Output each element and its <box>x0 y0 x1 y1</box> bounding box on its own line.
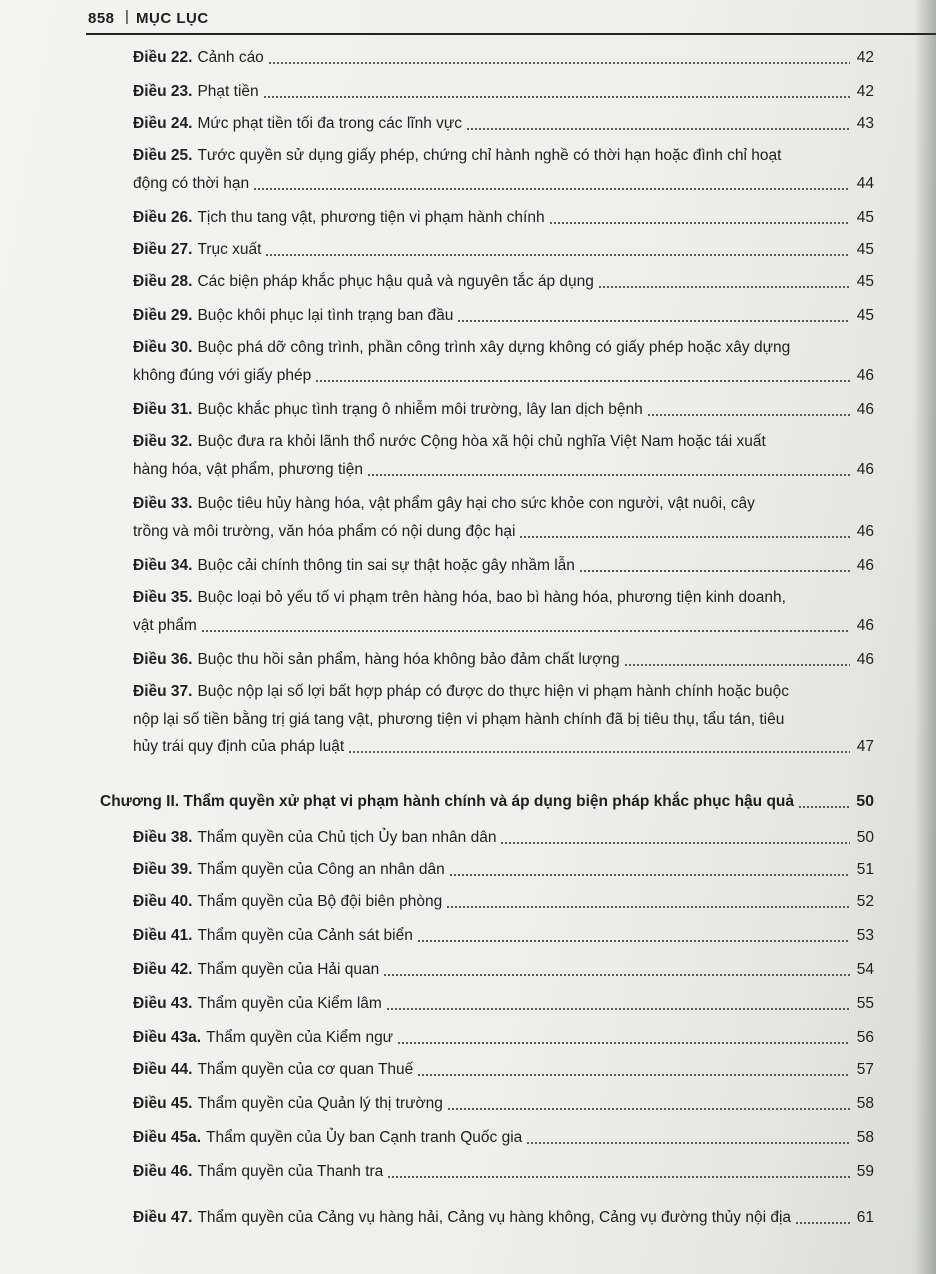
entry-title: Thẩm quyền của Kiểm lâm <box>197 995 382 1012</box>
entry-title: Thẩm quyền của Công an nhân dân <box>197 861 445 878</box>
article-label: Điều 35. <box>133 589 193 606</box>
header-separator: | <box>125 8 130 25</box>
toc-entry-line <box>133 1028 874 1048</box>
dot-leader <box>387 1176 850 1178</box>
article-label: Điều 31. <box>133 401 193 418</box>
entry-title: Các biện pháp khắc phục hậu quả và nguyên tắc áp dụng <box>197 273 594 290</box>
toc-entry-line <box>133 1094 874 1114</box>
toc-entry-line <box>133 400 874 420</box>
entry-title: Thẩm quyền của Bộ đội biên phòng <box>197 893 443 910</box>
page-ref: 53 <box>856 927 874 944</box>
page-ref: 42 <box>856 49 874 66</box>
page-ref: 46 <box>856 401 874 418</box>
toc-entry-line <box>133 146 781 166</box>
dot-leader <box>549 222 850 224</box>
page-ref: 52 <box>856 893 874 910</box>
entry-title: Thẩm quyền của Quản lý thị trường <box>197 1095 443 1112</box>
page-ref: 46 <box>856 557 874 574</box>
article-label: Điều 30. <box>133 339 193 356</box>
entry-title: Phạt tiền <box>197 83 259 100</box>
toc-entry-line <box>133 1060 874 1080</box>
dot-leader <box>598 286 850 288</box>
toc-entry-line <box>133 114 874 134</box>
page-ref: 55 <box>856 995 874 1012</box>
page-ref: 54 <box>856 961 874 978</box>
article-label: Điều 43. <box>133 995 193 1012</box>
page-title: MỤC LỤC <box>136 10 209 27</box>
page-ref: 46 <box>856 616 874 634</box>
toc-entry-line <box>133 588 786 608</box>
dot-leader <box>263 96 850 98</box>
article-label: Điều 46. <box>133 1163 193 1180</box>
page-ref: 42 <box>856 83 874 100</box>
toc-chapter-line <box>100 792 874 812</box>
dot-leader <box>417 940 850 942</box>
entry-title: Thẩm quyền của Thanh tra <box>197 1163 384 1180</box>
article-label: Điều 45a. <box>133 1129 202 1146</box>
dot-leader <box>417 1074 850 1076</box>
toc-entry-line <box>133 338 790 358</box>
toc-entry-line <box>133 710 784 730</box>
dot-leader <box>624 664 850 666</box>
page-ref: 45 <box>856 241 874 258</box>
page-ref: 57 <box>856 1061 874 1078</box>
toc-entry-line <box>133 926 874 946</box>
entry-title: Thẩm quyền của Chủ tịch Ủy ban nhân dân <box>197 829 497 846</box>
dot-leader <box>446 906 850 908</box>
entry-title: Buộc nộp lại số lợi bất hợp pháp có được do thực hiện vi phạm hành chính hoặc buộc <box>197 683 789 700</box>
article-label: Điều 42. <box>133 961 193 978</box>
article-label: Điều 36. <box>133 651 193 668</box>
entry-title: Buộc khắc phục tình trạng ô nhiễm môi trường, lây lan dịch bệnh <box>197 401 643 418</box>
toc-entry-line <box>133 208 874 228</box>
entry-title: vật phẩm <box>133 616 197 634</box>
entry-title: Chương II. Thẩm quyền xử phạt vi phạm hành chính và áp dụng biện pháp khắc phục hậu quả <box>100 793 794 810</box>
dot-leader <box>265 254 850 256</box>
dot-leader <box>449 874 850 876</box>
page-ref: 44 <box>856 174 874 192</box>
entry-title: Thẩm quyền của Cảng vụ hàng hải, Cảng vụ hàng không, Cảng vụ đường thủy nội địa <box>197 1209 792 1226</box>
entry-title: Buộc phá dỡ công trình, phần công trình xây dựng không có giấy phép hoặc xây dựng <box>197 339 791 356</box>
page-ref: 47 <box>856 738 874 755</box>
dot-leader <box>253 188 850 190</box>
dot-leader <box>798 806 850 808</box>
toc-entry-line <box>133 48 874 68</box>
entry-title: không đúng với giấy phép <box>133 366 312 384</box>
page-ref: 45 <box>856 307 874 324</box>
entry-title: Cảnh cáo <box>197 49 264 66</box>
article-label: Điều 28. <box>133 273 193 290</box>
entry-title: Thẩm quyền của cơ quan Thuế <box>197 1061 414 1078</box>
article-label: Điều 23. <box>133 83 193 100</box>
article-label: Điều 39. <box>133 861 193 878</box>
article-label: Điều 26. <box>133 209 193 226</box>
page-ref: 50 <box>856 793 874 810</box>
article-label: Điều 38. <box>133 829 193 846</box>
page-ref: 43 <box>856 115 874 132</box>
entry-title: Mức phạt tiền tối đa trong các lĩnh vực <box>197 115 463 132</box>
dot-leader <box>201 630 850 632</box>
entry-title: Thẩm quyền của Kiểm ngư <box>206 1029 394 1046</box>
article-label: Điều 37. <box>133 683 193 700</box>
article-label: Điều 34. <box>133 557 193 574</box>
toc-entry-line <box>133 82 874 102</box>
entry-title: trồng và môi trường, văn hóa phẩm có nội dung độc hại <box>133 522 516 540</box>
toc-entry-line <box>133 366 874 386</box>
dot-leader <box>268 62 850 64</box>
page-ref: 46 <box>856 522 874 540</box>
toc-entry-line <box>133 272 874 292</box>
entry-title: Tước quyền sử dụng giấy phép, chứng chỉ hành nghề có thời hạn hoặc đình chỉ hoạt <box>197 147 782 164</box>
dot-leader <box>315 380 850 382</box>
toc-entry-line <box>133 494 755 514</box>
article-label: Điều 40. <box>133 893 193 910</box>
entry-title: Buộc đưa ra khỏi lãnh thổ nước Cộng hòa xã hội chủ nghĩa Việt Nam hoặc tái xuất <box>197 433 766 450</box>
entry-title: Buộc tiêu hủy hàng hóa, vật phẩm gây hại cho sức khỏe con người, vật nuôi, cây <box>197 495 755 512</box>
page-ref: 59 <box>856 1163 874 1180</box>
toc-entry-line <box>133 174 874 194</box>
page-ref: 46 <box>856 366 874 384</box>
dot-leader <box>367 474 850 476</box>
toc-entry-line <box>133 892 874 912</box>
dot-leader <box>466 128 850 130</box>
toc-entry-line <box>133 460 874 480</box>
entry-title: Buộc cải chính thông tin sai sự thật hoặc gây nhầm lẫn <box>197 557 575 574</box>
article-label: Điều 43a. <box>133 1029 202 1046</box>
entry-title: Buộc thu hồi sản phẩm, hàng hóa không bảo đảm chất lượng <box>197 651 620 668</box>
article-label: Điều 27. <box>133 241 193 258</box>
entry-title: Tịch thu tang vật, phương tiện vi phạm hành chính <box>197 209 545 226</box>
article-label: Điều 47. <box>133 1209 193 1226</box>
toc-entry-line <box>133 828 874 848</box>
toc-entry-line <box>133 960 874 980</box>
dot-leader <box>519 536 850 538</box>
toc-entry-line <box>133 650 874 670</box>
page-ref: 61 <box>856 1209 874 1226</box>
entry-title: Thẩm quyền của Hải quan <box>197 961 380 978</box>
article-label: Điều 22. <box>133 49 193 66</box>
page-ref: 45 <box>856 209 874 226</box>
entry-title: Buộc loại bỏ yếu tố vi phạm trên hàng hóa, bao bì hàng hóa, phương tiện kinh doanh, <box>197 589 786 606</box>
toc-entry-line <box>133 522 874 542</box>
toc-entry-line <box>133 682 789 702</box>
article-label: Điều 32. <box>133 433 193 450</box>
dot-leader <box>500 842 850 844</box>
entry-title: hủy trái quy định của pháp luật <box>133 738 345 755</box>
toc-entry-line <box>133 737 874 757</box>
toc-entry-line <box>133 306 874 326</box>
toc-entry-line <box>133 1208 874 1228</box>
toc-entry-line <box>133 432 766 452</box>
page-ref: 46 <box>856 651 874 668</box>
dot-leader <box>579 570 850 572</box>
article-label: Điều 41. <box>133 927 193 944</box>
entry-title: Thẩm quyền của Cảnh sát biển <box>197 927 413 944</box>
toc-entry-line <box>133 860 874 880</box>
page-ref: 56 <box>856 1029 874 1046</box>
page-ref: 51 <box>856 861 874 878</box>
dot-leader <box>383 974 850 976</box>
page-ref: 46 <box>856 460 874 478</box>
page-ref: 50 <box>856 829 874 846</box>
dot-leader <box>647 414 850 416</box>
article-label: Điều 29. <box>133 307 193 324</box>
dot-leader <box>526 1142 850 1144</box>
dot-leader <box>386 1008 850 1010</box>
toc-entry-line <box>133 616 874 636</box>
article-label: Điều 45. <box>133 1095 193 1112</box>
dot-leader <box>795 1222 850 1224</box>
dot-leader <box>447 1108 850 1110</box>
entry-title: hàng hóa, vật phẩm, phương tiện <box>133 460 363 478</box>
toc-entry-line <box>133 556 874 576</box>
toc-entry-line <box>133 1162 874 1182</box>
entry-title: Trục xuất <box>197 241 262 258</box>
toc-entry-line <box>133 994 874 1014</box>
article-label: Điều 25. <box>133 147 193 164</box>
page-ref: 58 <box>856 1129 874 1146</box>
toc-entry-line <box>133 240 874 260</box>
page-ref: 45 <box>856 273 874 290</box>
article-label: Điều 24. <box>133 115 193 132</box>
dot-leader <box>397 1042 850 1044</box>
page-number: 858 <box>88 10 115 27</box>
article-label: Điều 33. <box>133 495 193 512</box>
toc-entry-line <box>133 1128 874 1148</box>
page-ref: 58 <box>856 1095 874 1112</box>
entry-title: Thẩm quyền của Ủy ban Cạnh tranh Quốc gia <box>206 1129 523 1146</box>
dot-leader <box>348 751 850 753</box>
dot-leader <box>457 320 850 322</box>
entry-title: Buộc khôi phục lại tình trạng ban đầu <box>197 307 454 324</box>
page-edge-shadow <box>914 0 936 1274</box>
entry-title: nộp lại số tiền bằng trị giá tang vật, phương tiện vi phạm hành chính đã bị tiêu thụ, tẩu tán, tiêu <box>133 710 785 728</box>
article-label: Điều 44. <box>133 1061 193 1078</box>
entry-title: động có thời hạn <box>133 174 250 192</box>
